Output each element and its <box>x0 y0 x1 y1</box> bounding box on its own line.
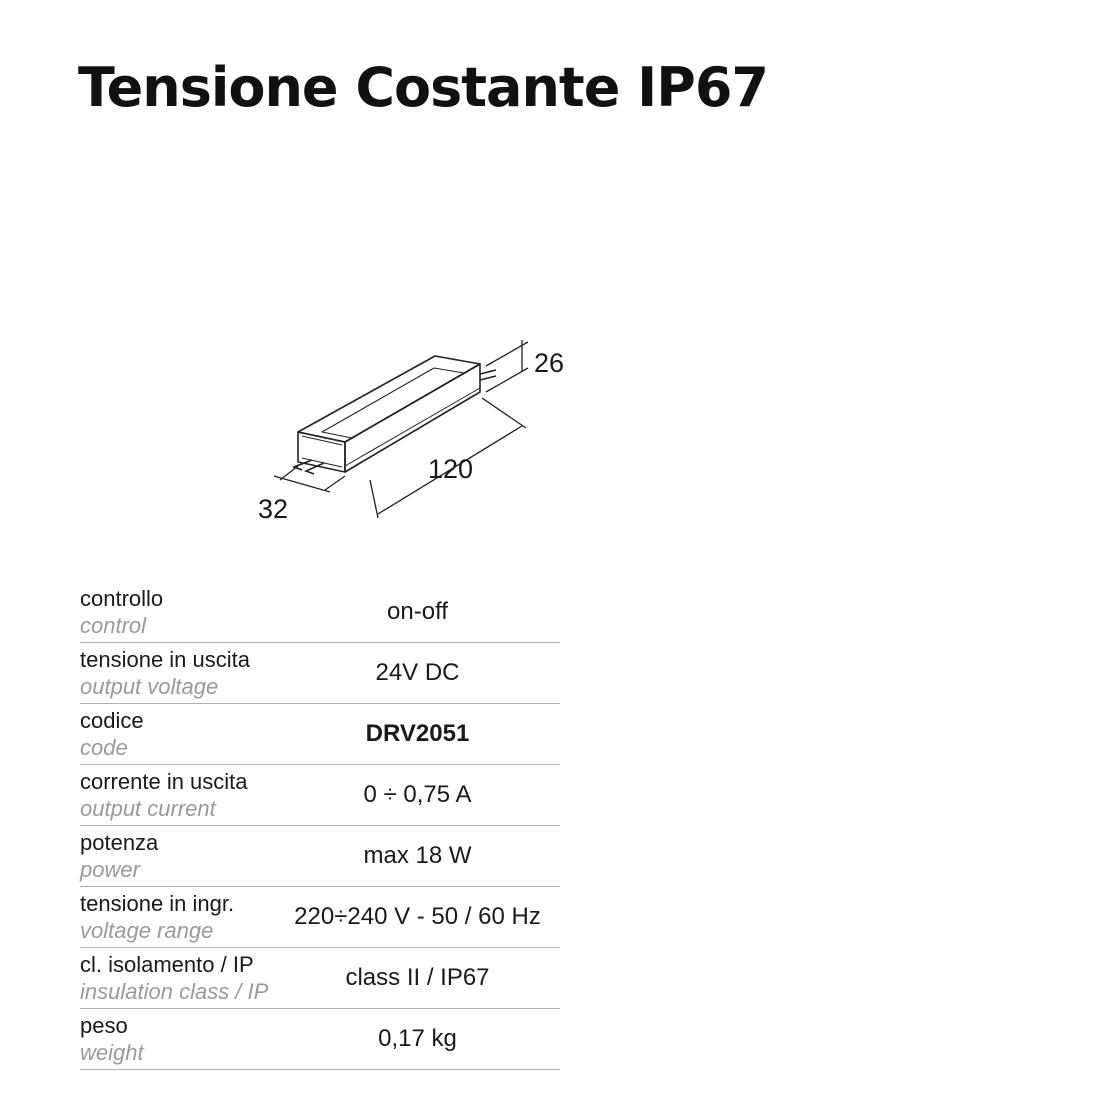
spec-label-translation: control <box>80 613 147 638</box>
back-wire <box>480 376 496 380</box>
spec-value: class II / IP67 <box>275 948 560 1009</box>
spec-value: 0,17 kg <box>275 1009 560 1070</box>
spec-value: max 18 W <box>275 826 560 887</box>
spec-label: tensione in uscita <box>80 647 250 672</box>
spec-row-output-current <box>80 765 560 826</box>
spec-label: potenza <box>80 830 159 855</box>
spec-label-translation: power <box>80 857 140 882</box>
spec-label-translation: insulation class / IP <box>80 979 269 1004</box>
spec-row-weight <box>80 1009 560 1070</box>
driver-dimension-drawing <box>250 330 590 530</box>
spec-label-translation: output voltage <box>80 674 219 699</box>
spec-row-insulation-class <box>80 948 560 1009</box>
spec-row-output-voltage <box>80 643 560 704</box>
height-dimension-label: 26 <box>534 348 565 378</box>
driver-top-face <box>298 356 480 442</box>
spec-row-control <box>80 582 560 643</box>
spec-table <box>80 582 560 1070</box>
back-wire <box>480 370 496 374</box>
spec-label: controllo <box>80 586 164 611</box>
spec-label: codice <box>80 708 144 733</box>
spec-row-voltage-range <box>80 887 560 948</box>
spec-row-code <box>80 704 560 765</box>
spec-value: 24V DC <box>275 643 560 704</box>
spec-label-translation: voltage range <box>80 918 214 943</box>
length-dimension-label: 120 <box>428 454 474 484</box>
spec-row-power <box>80 826 560 887</box>
spec-label: tensione in ingr. <box>80 891 235 916</box>
spec-label: corrente in uscita <box>80 769 248 794</box>
spec-value: 0 ÷ 0,75 A <box>275 765 560 826</box>
spec-label-translation: output current <box>80 796 216 821</box>
product-code-value: DRV2051 <box>275 704 560 765</box>
spec-label: cl. isolamento / IP <box>80 952 254 977</box>
spec-value: 220÷240 V - 50 / 60 Hz <box>275 887 560 948</box>
spec-label-translation: code <box>80 735 128 760</box>
spec-label-translation: weight <box>80 1040 144 1065</box>
page-title: Tensione Costante IP67 <box>78 56 768 119</box>
width-dimension-label: 32 <box>258 494 289 524</box>
spec-label: peso <box>80 1013 128 1038</box>
spec-value: on-off <box>275 582 560 643</box>
